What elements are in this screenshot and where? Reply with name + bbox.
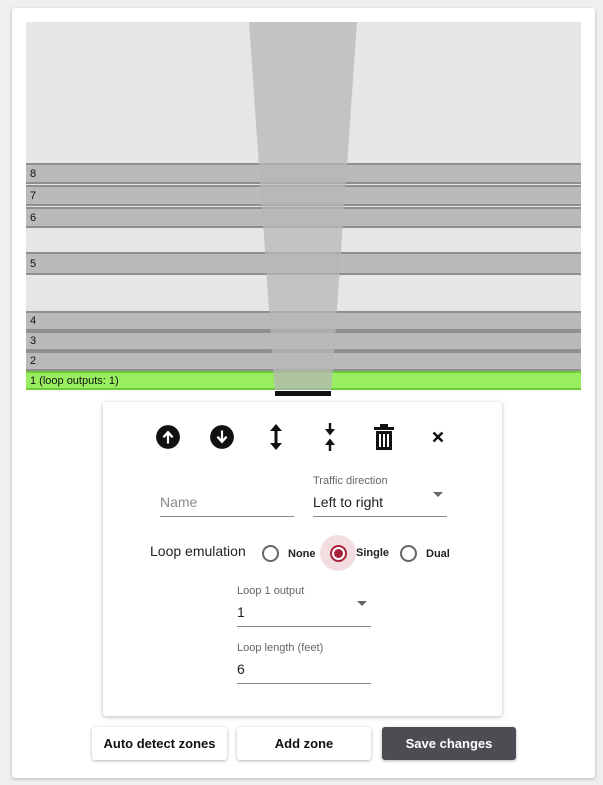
collapse-vertical-icon <box>320 423 340 451</box>
close-panel-button[interactable] <box>423 422 453 452</box>
zone-label: 7 <box>30 189 37 202</box>
resize-vertical-icon <box>266 423 286 451</box>
loop1-output-label: Loop 1 output <box>237 585 305 597</box>
arrow-down-circle-icon <box>209 424 235 450</box>
loop-option-dual[interactable] <box>400 545 450 562</box>
loop-length-field[interactable] <box>237 642 371 684</box>
add-zone-button[interactable]: Add zone <box>237 727 371 760</box>
camera-view[interactable] <box>26 22 581 390</box>
radio-dual[interactable] <box>400 545 417 562</box>
traffic-direction-value: Left to right <box>313 494 384 510</box>
collapse-vertical-button[interactable] <box>315 422 345 452</box>
chevron-down-icon <box>433 492 443 497</box>
radio-single-label: Single <box>356 547 390 559</box>
expand-vertical-button[interactable] <box>261 422 291 452</box>
zone-label: 1 (loop outputs: 1) <box>30 374 119 387</box>
radio-single-focus-ring <box>320 535 356 571</box>
auto-detect-zones-button[interactable]: Auto detect zones <box>92 727 227 760</box>
zone-selection-marker <box>275 391 331 396</box>
zone-label: 3 <box>30 335 37 347</box>
loop-option-single[interactable] <box>320 535 389 571</box>
zone-label: 6 <box>30 211 37 224</box>
name-field[interactable] <box>160 480 294 517</box>
loop1-output-value: 1 <box>237 604 245 620</box>
radio-none[interactable] <box>262 545 279 562</box>
arrow-up-circle-icon <box>155 424 181 450</box>
close-icon <box>432 431 444 443</box>
move-up-button[interactable] <box>153 422 183 452</box>
radio-single[interactable] <box>330 545 347 562</box>
zone-label: 4 <box>30 315 37 327</box>
radio-dual-label: Dual <box>426 547 450 560</box>
save-changes-button[interactable]: Save changes <box>382 727 516 760</box>
radio-none-label: None <box>288 547 316 560</box>
loop-length-label: Loop length (feet) <box>237 642 324 654</box>
chevron-down-icon <box>357 601 367 606</box>
loop-length-input[interactable]: 6 <box>237 661 245 677</box>
loop-emulation-label: Loop emulation <box>150 543 246 559</box>
radio-dot <box>334 549 343 558</box>
zone-label: 8 <box>30 167 37 180</box>
name-input-placeholder[interactable]: Name <box>160 494 198 510</box>
zone-label: 2 <box>30 355 37 367</box>
delete-zone-button[interactable] <box>369 422 399 452</box>
traffic-direction-select[interactable] <box>313 474 447 517</box>
move-down-button[interactable] <box>207 422 237 452</box>
traffic-direction-label: Traffic direction <box>313 475 388 487</box>
trash-icon <box>373 424 395 450</box>
zone-label: 5 <box>30 257 37 270</box>
loop1-output-select[interactable] <box>237 584 371 627</box>
loop-option-none[interactable] <box>262 545 316 562</box>
